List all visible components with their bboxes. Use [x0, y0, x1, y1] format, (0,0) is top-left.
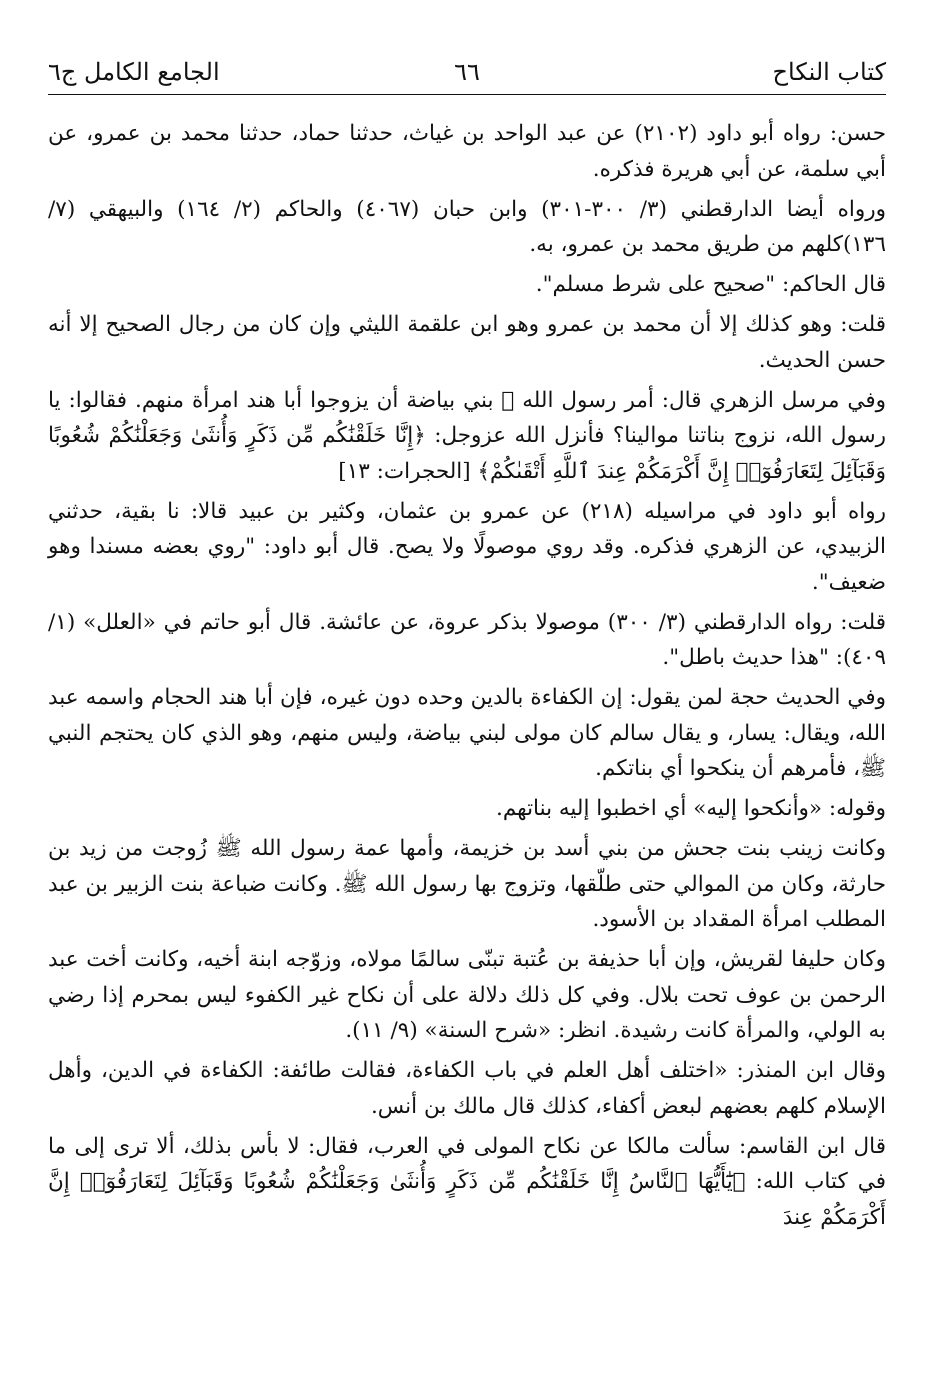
paragraph-wa-ankihu: وقوله: «وأنكحوا إليه» أي اخطبوا إليه بناتهم. [496, 796, 886, 821]
paragraph-kafaa-argument: وفي الحديث حجة لمن يقول: إن الكفاءة بالدين وحده دون غيره، فإن أبا هند الحجام واسمه عبد الله، ويقال: يسار، و يقال سالم كان مولى لبني بياضة، وليس منهم، وهو الذي كان يحتجم النبي ﷺ، فأمرهم أن ينكحوا أي بناتكم. [48, 685, 886, 781]
paragraph-abu-hudhayfa: وكان حليفا لقريش، وإن أبا حذيفة بن عُتبة تبنّى سالمًا مولاه، وزوّجه ابنة أخيه، وكانت أخت عبد الرحمن بن عوف تحت بلال. وفي كل ذلك دلالة على أن نكاح غير الكفوء ليس بمحرم إذا رضي به الولي، والمرأة كانت رشيدة. انظر: «شرح السنة» (٩/ ١١). [48, 947, 886, 1043]
page-number: ٦٦ [454, 58, 480, 86]
header-rule [48, 94, 886, 95]
paragraph-zuhri-mursal: وفي مرسل الزهري قال: أمر رسول الله ﷺ بني بياضة أن يزوجوا أبا هند امرأة منهم. فقالوا: يا رسول الله، نزوج بناتنا موالينا؟ فأنزل الله عزوجل: ﴿إِنَّا خَلَقْنَٰكُم مِّن ذَكَرٍ وَأُنثَىٰ وَجَعَلْنَٰكُمْ شُعُوبًا وَقَبَآئِلَ لِتَعَارَفُوٓا۟ إِنَّ أَكْرَمَكُمْ عِندَ ٱللَّهِ أَتْقَىٰكُمْ﴾ [الحجرات: ١٣] [48, 387, 886, 484]
paragraph-author-comment: قلت: وهو كذلك إلا أن محمد بن عمرو وهو ابن علقمة الليثي وإن كان من رجال الصحيح إلا أنه حسن الحديث. [48, 312, 886, 373]
paragraph-daraqutni-note: قلت: رواه الدارقطني (٣/ ٣٠٠) موصولا بذكر عروة، عن عائشة. قال أبو حاتم في «العلل» (١/ ٤٠٩): "هذا حديث باطل". [48, 609, 886, 670]
paragraph-marasil-narration: رواه أبو داود في مراسيله (٢١٨) عن عمرو بن عثمان، وكثير بن عبيد قالا: نا بقية، حدثني الزبيدي، عن الزهري فذكره. وقد روي موصولًا ولا يصح. قال أبو داود: "روي بعضه مسندا وهو ضعيف". [48, 498, 887, 595]
book-title: كتاب النكاح [772, 58, 886, 86]
page-body [48, 116, 886, 1240]
paragraph-zaynab: وكانت زينب بنت جحش من بني أسد بن خزيمة، وأمها عمة رسول الله ﷺ زُوجت من زيد بن حارثة، وكان من الموالي حتى طلّقها، وتزوج بها رسول الله ﷺ. وكانت ضباعة بنت الزبير بن عبد المطلب امرأة المقداد بن الأسود. [48, 836, 886, 932]
paragraph-other-narrations: ورواه أيضا الدارقطني (٣/ ٣٠٠-٣٠١) وابن حبان (٤٠٦٧) والحاكم (٢/ ١٦٤) والبيهقي (٧/ ١٣٦)كلهم من طريق محمد بن عمرو، به. [48, 196, 887, 257]
collection-title: الجامع الكامل ج٦ [48, 58, 220, 86]
paragraph-hadith-grading: حسن: رواه أبو داود (٢١٠٢) عن عبد الواحد بن غياث، حدثنا حماد، حدثنا محمد بن عمرو، عن أبي سلمة، عن أبي هريرة فذكره. [48, 121, 886, 182]
paragraph-ibn-qasim: قال ابن القاسم: سألت مالكا عن نكاح المولى في العرب، فقال: لا بأس بذلك، ألا ترى إلى ما في كتاب الله: ﴿يَٰٓأَيُّهَا ٱلنَّاسُ إِنَّا خَلَقْنَٰكُم مِّن ذَكَرٍ وَأُنثَىٰ وَجَعَلْنَٰكُمْ شُعُوبًا وَقَبَآئِلَ لِتَعَارَفُوٓا۟ إِنَّ أَكْرَمَكُمْ عِندَ [48, 1133, 886, 1230]
running-header [48, 52, 886, 92]
paragraph-ibn-mundhir: وقال ابن المنذر: «اختلف أهل العلم في باب الكفاءة، فقالت طائفة: الكفاءة في الدين، وأهل الإسلام كلهم بعضهم لبعض أكفاء، كذلك قال مالك بن أنس. [48, 1058, 886, 1119]
paragraph-hakim-quote: قال الحاكم: "صحيح على شرط مسلم". [535, 272, 886, 297]
